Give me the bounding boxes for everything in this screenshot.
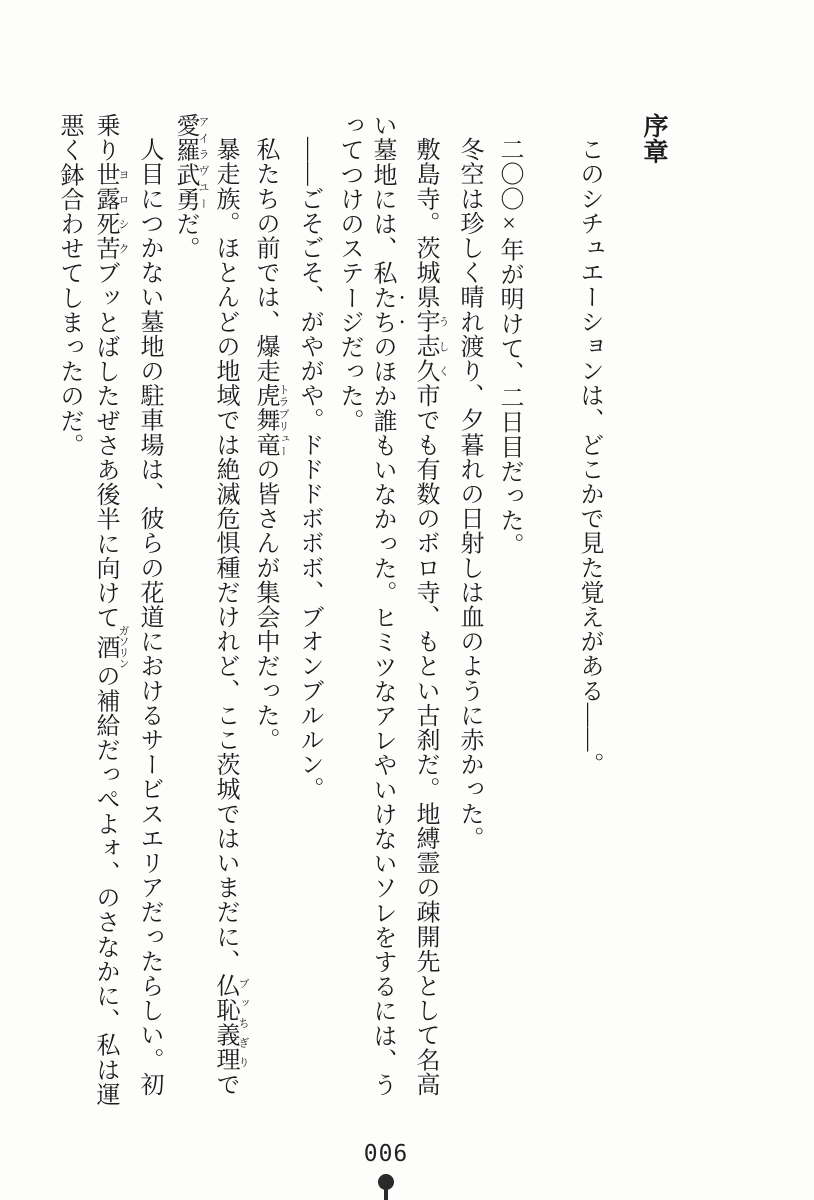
text-line	[369, 113, 409, 1128]
text-line	[89, 113, 129, 1128]
text-run: の皆さんが集会中だった。	[252, 456, 278, 753]
text-run: ってつけのステージだった。	[336, 113, 362, 433]
page-number: 006	[363, 1141, 409, 1167]
text-run: のほか誰もいなかった。ヒミツなアレやいけないソレをするには、う	[369, 334, 395, 1098]
furigana: ヨロシク	[117, 162, 129, 261]
chapter-title	[633, 113, 673, 1128]
ruby-annotated-text: 宇志久 うしく	[412, 309, 449, 384]
blank-line	[529, 113, 569, 1128]
emphasized-text: たち	[369, 285, 395, 335]
text-run: 暴走族。ほとんどの地域では絶滅危惧種だけれど、ここ茨城ではいまだに、	[212, 137, 238, 974]
ruby-annotated-text: 世露死苦 ヨロシク	[92, 162, 129, 261]
text-run: い墓地には、私	[369, 113, 395, 286]
text-line	[409, 113, 449, 1128]
text-run: で	[212, 1071, 238, 1097]
text-line	[49, 113, 89, 1128]
text-line	[249, 113, 289, 1128]
furigana: アイラヴユー	[197, 113, 209, 212]
text-run: だ。	[172, 211, 198, 261]
text-run: 敷島寺。茨城県	[412, 137, 438, 310]
text-run: 序章	[640, 113, 667, 165]
text-run: 人目につかない墓地の駐車場は、彼らの花道におけるサービスエリアだったらしい。初	[136, 137, 162, 1097]
text-run: 乗り	[92, 113, 118, 163]
text-run: 悪く鉢合わせてしまったのだ。	[56, 113, 82, 458]
text-line	[489, 113, 529, 1128]
text-run: 二〇〇×年が明けて、二日目だった。	[496, 137, 522, 558]
ruby-annotated-text: 仏恥義理 ブッちぎり	[212, 973, 249, 1072]
vertical-text-block	[49, 113, 673, 1128]
text-line	[289, 113, 329, 1128]
text-run: ブッとばしたぜさあ後半に向けて	[92, 260, 118, 630]
text-run: ――ごそごそ、がやがや。ドドドボボボ、ブオンブルルン。	[296, 137, 322, 802]
furigana: うしく	[437, 309, 449, 384]
text-run: このシチュエーションは、どこかで見た覚えがある――。	[576, 137, 602, 777]
text-line	[169, 113, 209, 1128]
furigana: トラブリュー	[277, 383, 289, 457]
text-run: 私たちの前では、爆走	[252, 137, 278, 383]
text-line	[569, 113, 609, 1128]
ruby-annotated-text: 虎舞竜 トラブリュー	[252, 383, 289, 457]
text-line	[209, 113, 249, 1128]
pin-stem	[384, 1188, 388, 1200]
ruby-annotated-text: 酒 ガソリン	[92, 624, 129, 669]
furigana: ガソリン	[117, 624, 129, 669]
text-run: の補給だっぺよォ、のさなかに、私は運	[92, 663, 118, 1107]
text-run: 市でも有数のボロ寺、もとい古刹だ。地縛霊の疎開先として名高	[412, 383, 438, 1097]
text-line	[449, 113, 489, 1128]
ruby-annotated-text: 愛羅武勇 アイラヴユー	[172, 113, 209, 212]
text-line	[129, 113, 169, 1128]
furigana: ブッちぎり	[237, 973, 249, 1072]
text-run: 冬空は珍しく晴れ渡り、夕暮れの日射しは血のように赤かった。	[456, 137, 482, 851]
